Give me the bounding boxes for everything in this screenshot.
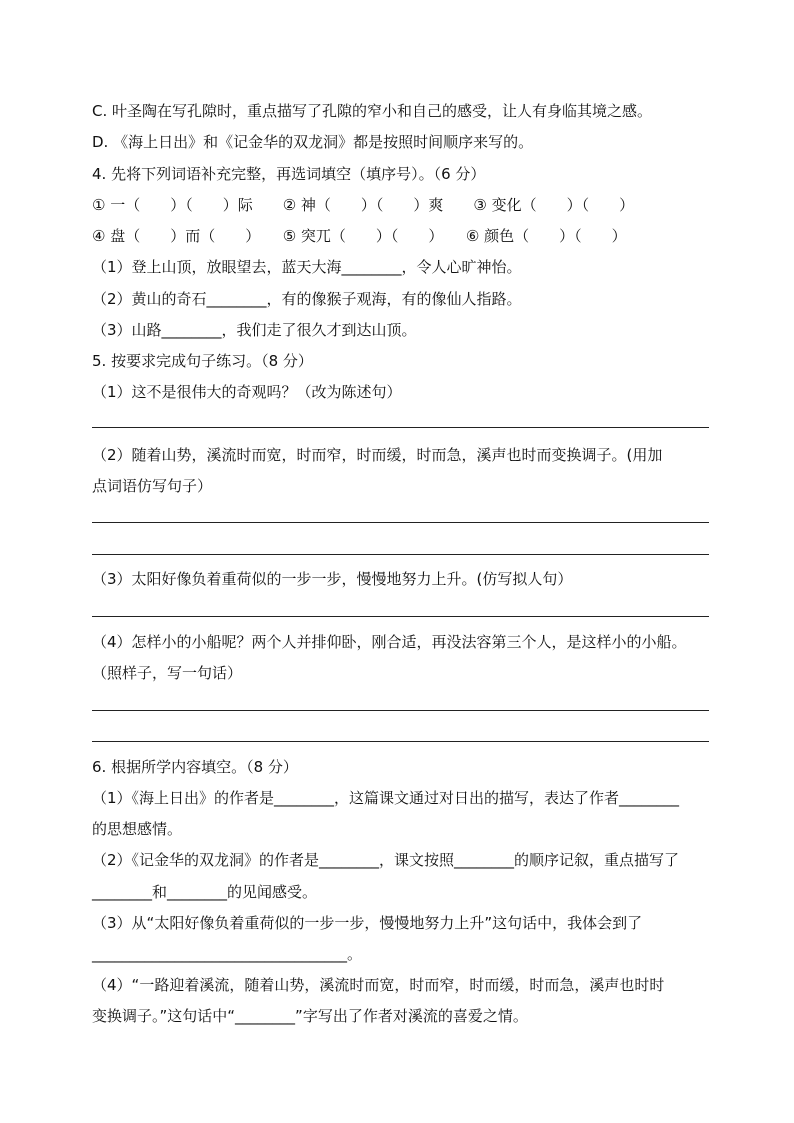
q6-item-3-cont: __________________________________。 [92,945,363,963]
q6-item-1-cont: 的思想感情。 [92,820,183,838]
q6-item-4: （4）“一路迎着溪流，随着山势，溪流时而宽，时而窄，时而缓，时而急，溪声也时时 [92,976,665,994]
q5-item-2-cont: 点词语仿写句子） [92,477,213,495]
word-list-row-2: ④ 盘（ ）而（ ） ⑤ 突兀（ ）（ ） ⑥ 颜色（ ）（ ） [92,227,627,245]
answer-line [92,554,709,555]
question-5-heading: 5. 按要求完成句子练习。（8 分） [92,352,313,370]
question-4-heading: 4. 先将下列词语补充完整，再选词填空（填序号）。（6 分） [92,165,486,183]
q5-item-3: （3）太阳好像负着重荷似的一步一步，慢慢地努力上升。(仿写拟人句） [92,570,573,588]
answer-line [92,741,709,742]
q5-item-4: （4）怎样小的小船呢？两个人并排仰卧，刚合适，再没法容第三个人，是这样小的小船。 [92,633,687,651]
q4-sentence-2: （2）黄山的奇石________，有的像猴子观海，有的像仙人指路。 [92,290,522,308]
q6-item-2: （2）《记金华的双龙洞》的作者是________，课文按照________的顺序记叙，重点描写了 [92,851,680,869]
answer-line [92,427,709,428]
q4-sentence-3: （3）山路________，我们走了很久才到达山顶。 [92,321,417,339]
question-6-heading: 6. 根据所学内容填空。（8 分） [92,758,298,776]
option-d: D. 《海上日出》和《记金华的双龙洞》都是按照时间顺序来写的。 [92,133,534,151]
q6-item-3: （3）从“太阳好像负着重荷似的一步一步，慢慢地努力上升”这句话中，我体会到了 [92,914,643,932]
answer-line [92,616,709,617]
answer-line [92,710,709,711]
answer-line [92,522,709,523]
word-list-row-1: ① 一（ ）（ ）际 ② 神（ ）（ ）爽 ③ 变化（ ）（ ） [92,196,635,214]
q6-item-4-cont: 变换调子。”这句话中“________”字写出了作者对溪流的喜爱之情。 [92,1007,528,1025]
q6-item-1: （1）《海上日出》的作者是________，这篇课文通过对日出的描写，表达了作者________ [92,789,680,807]
q5-item-2: （2）随着山势，溪流时而宽，时而窄，时而缓，时而急，溪声也时而变换调子。(用加 [92,446,663,464]
option-c: C. 叶圣陶在写孔隙时，重点描写了孔隙的窄小和自己的感受，让人有身临其境之感。 [92,102,653,120]
q5-item-1: （1）这不是很伟大的奇观吗？（改为陈述句） [92,383,402,401]
q5-item-4-cont: （照样子，写一句话） [92,664,243,682]
q6-item-2-cont: ________和________的见闻感受。 [92,883,318,901]
q4-sentence-1: （1）登上山顶，放眼望去，蓝天大海________，令人心旷神怡。 [92,258,522,276]
